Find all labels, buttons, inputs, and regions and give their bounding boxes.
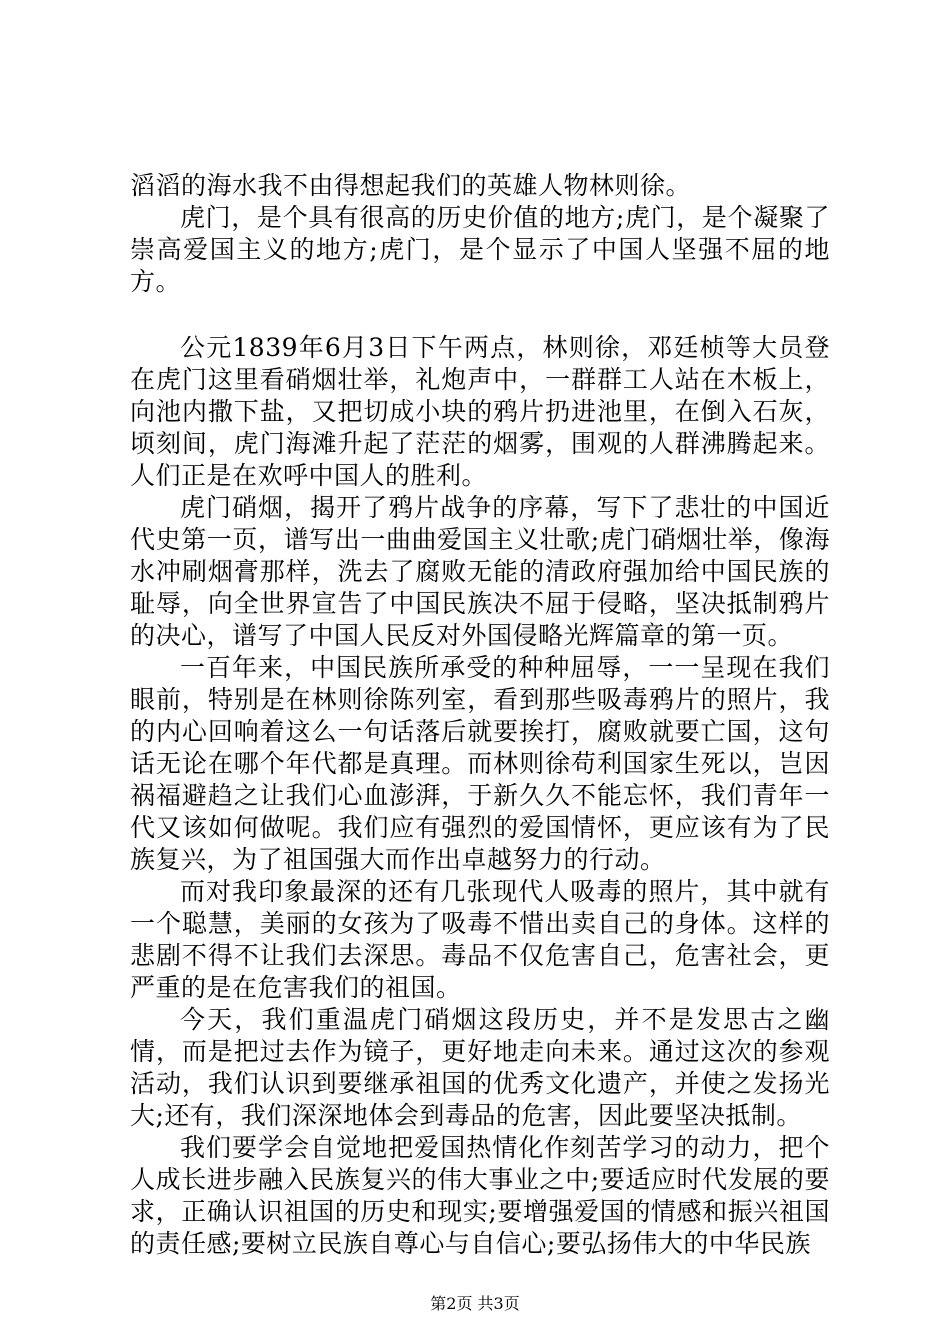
paragraph-2: 虎门，是个具有很高的历史价值的地方;虎门，是个凝聚了崇高爱国主义的地方;虎门，是个显示了中国人坚强不屈的地方。 <box>130 203 830 296</box>
paragraph-3: 公元1839年6月3日下午两点，林则徐，邓廷桢等大员登在虎门这里看硝烟壮举，礼炮声中，一群群工人站在木板上，向池内撒下盐，又把切成小块的鸦片扔进池里，在倒入石灰，顷刻间，虎门海滩升起了茫茫的烟雾，围观的人群沸腾起来。人们正是在欢呼中国人的胜利。 <box>130 333 830 490</box>
body-text <box>130 170 830 1260</box>
paragraph-4: 虎门硝烟，揭开了鸦片战争的序幕，写下了悲壮的中国近代史第一页，谱写出一曲曲爱国主义壮歌;虎门硝烟壮举，像海水冲刷烟膏那样，洗去了腐败无能的清政府强加给中国民族的耻辱，向全世界宣告了中国民族决不屈于侵略，坚决抵制鸦片的决心，谱写了中国人民反对外国侵略光辉篇章的第一页。 <box>130 493 830 650</box>
paragraph-1: 滔滔的海水我不由得想起我们的英雄人物林则徐。 <box>130 171 692 200</box>
page-number-label: 第2页 共3页 <box>430 1294 520 1313</box>
paragraph-5: 一百年来，中国民族所承受的种种屈辱，一一呈现在我们眼前，特别是在林则徐陈列室，看到那些吸毒鸦片的照片，我的内心回响着这么一句话落后就要挨打，腐败就要亡国，这句话无论在哪个年代都是真理。而林则徐苟利国家生死以，岂因祸福避趋之让我们心血澎湃，于新久久不能忘怀，我们青年一代又该如何做呢。我们应有强烈的爱国情怀，更应该有为了民族复兴，为了祖国强大而作出卓越努力的行动。 <box>130 653 830 874</box>
paragraph-8: 我们要学会自觉地把爱国热情化作刻苦学习的动力，把个人成长进步融入民族复兴的伟大事业之中;要适应时代发展的要求，正确认识祖国的历史和现实;要增强爱国的情感和振兴祖国的责任感;要树立民族自尊心与自信心;要弘扬伟大的中华民族 <box>130 1133 830 1258</box>
page-footer <box>0 1294 950 1314</box>
paragraph-6: 而对我印象最深的还有几张现代人吸毒的照片，其中就有一个聪慧，美丽的女孩为了吸毒不惜出卖自己的身体。这样的悲剧不得不让我们去深思。毒品不仅危害自己，危害社会，更严重的是在危害我们的祖国。 <box>130 877 830 1002</box>
paragraph-7: 今天，我们重温虎门硝烟这段历史，并不是发思古之幽情，而是把过去作为镜子，更好地走向未来。通过这次的参观活动，我们认识到要继承祖国的优秀文化遗产，并使之发扬光大;还有，我们深深地体会到毒品的危害，因此要坚决抵制。 <box>130 1005 830 1130</box>
